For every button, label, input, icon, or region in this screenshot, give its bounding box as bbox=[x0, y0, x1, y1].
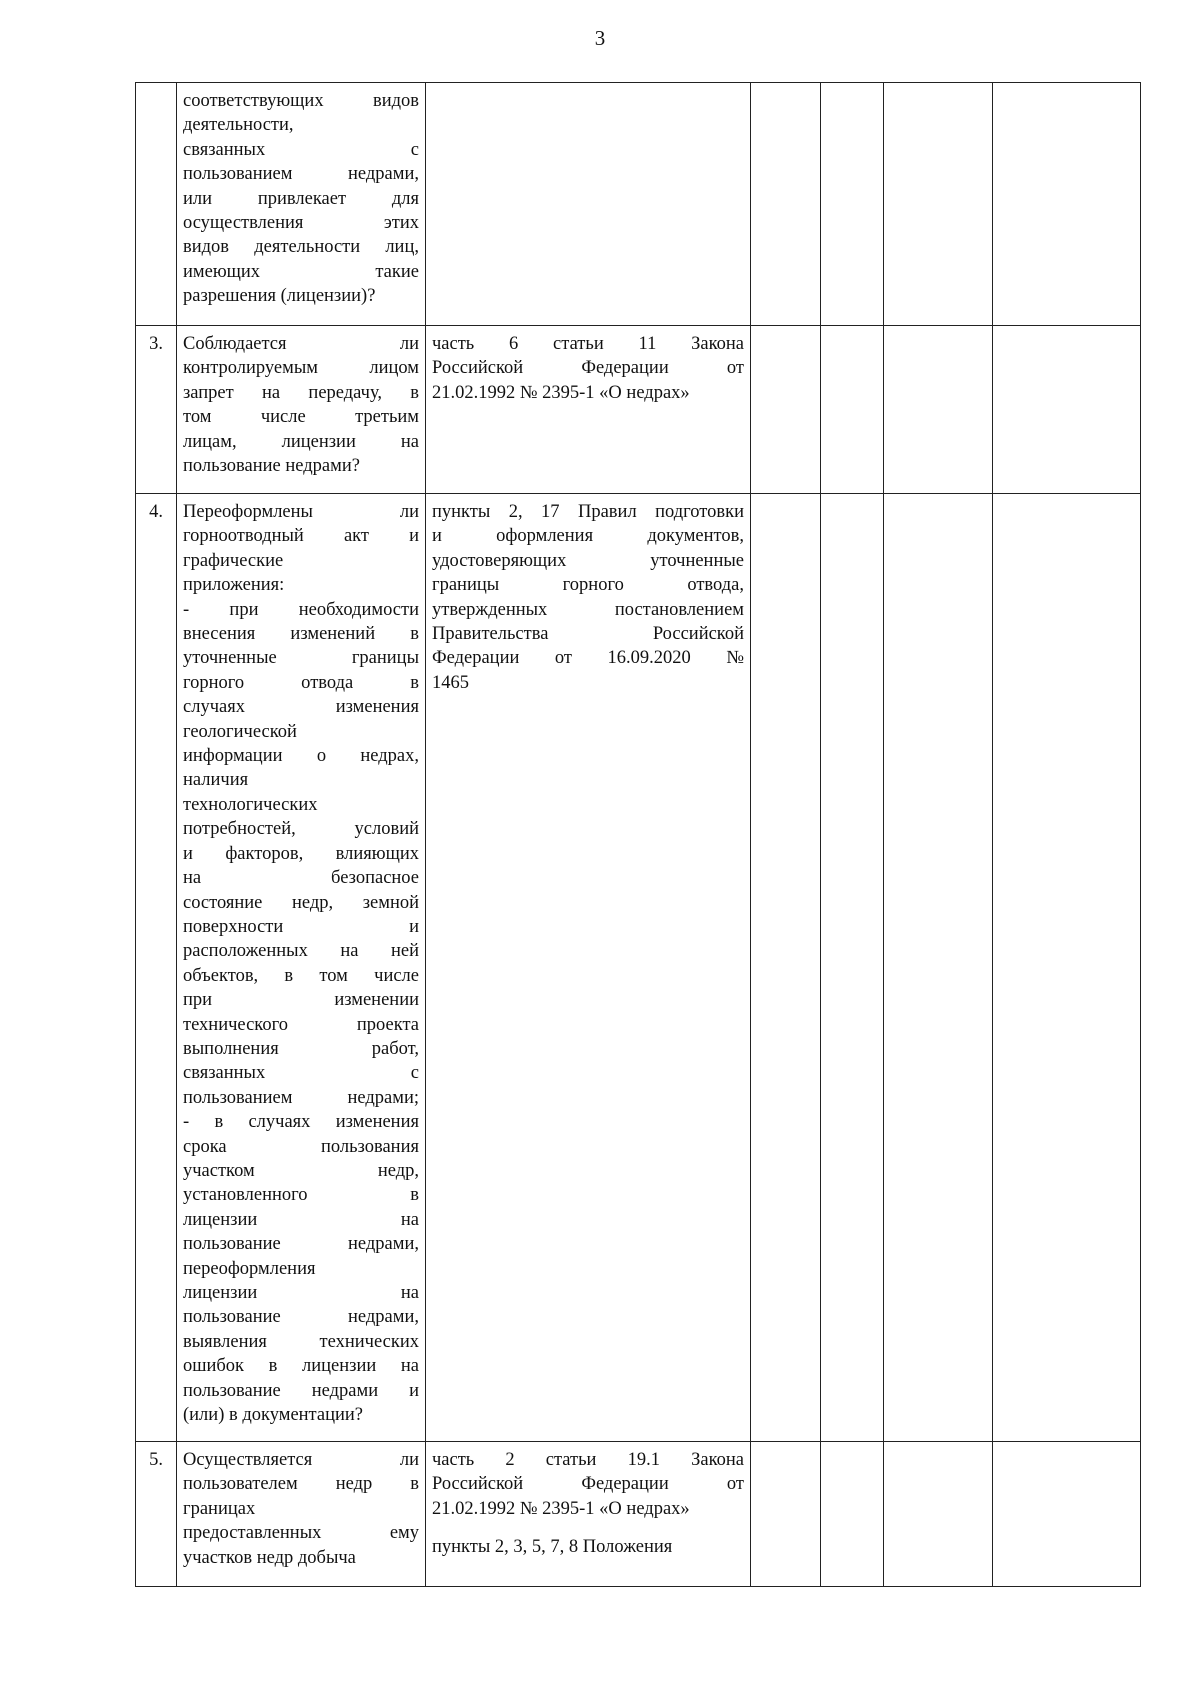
question-line: Переоформлены ли bbox=[183, 502, 419, 522]
question-line: (или) в документации? bbox=[183, 1405, 363, 1426]
question-line: видов деятельности лиц, bbox=[183, 237, 419, 258]
question-line: участков недр добыча bbox=[183, 1547, 356, 1568]
question-line: и факторов, влияющих bbox=[183, 843, 419, 864]
reference-cell bbox=[426, 494, 751, 1442]
question-line: лицам, лицензии на bbox=[183, 431, 419, 452]
page-number: 3 bbox=[594, 26, 606, 50]
question-line: уточненные границы bbox=[183, 648, 419, 669]
answer-yes-cell bbox=[751, 326, 821, 494]
table-row bbox=[136, 494, 1141, 1442]
question-line: соответствующих видов bbox=[183, 91, 419, 111]
row-number bbox=[136, 83, 177, 326]
question-text bbox=[183, 332, 419, 478]
question-line: внесения изменений в bbox=[183, 624, 419, 645]
question-line: имеющих такие bbox=[183, 261, 419, 282]
question-line: пользователем недр в bbox=[183, 1474, 419, 1495]
question-line: состояние недр, земной bbox=[183, 892, 419, 913]
answer-no-cell bbox=[821, 494, 884, 1442]
answer-no-cell bbox=[821, 83, 884, 326]
question-cell bbox=[177, 494, 426, 1442]
question-line: технического проекта bbox=[183, 1014, 419, 1035]
row-number: 4. bbox=[136, 494, 177, 1442]
question-line: запрет на передачу, в bbox=[183, 382, 419, 403]
reference-line: Российской Федерации от bbox=[432, 1474, 744, 1495]
reference-cell bbox=[426, 1442, 751, 1587]
question-line: связанных с bbox=[183, 139, 419, 160]
checklist-table bbox=[135, 82, 1141, 1587]
question-line: горноотводный акт и bbox=[183, 526, 419, 547]
question-line: установленного в bbox=[183, 1185, 419, 1206]
question-line: осуществления этих bbox=[183, 213, 419, 234]
reference-line: часть 2 статьи 19.1 Закона bbox=[432, 1450, 744, 1470]
question-line: лицензии на bbox=[183, 1283, 419, 1303]
question-line: информации о недрах, bbox=[183, 746, 419, 767]
reference-line: пункты 2, 17 Правил подготовки bbox=[432, 502, 744, 522]
reference-line: удостоверяющих уточненные bbox=[432, 550, 744, 571]
question-line: переоформления bbox=[183, 1258, 316, 1279]
reference-text bbox=[432, 1448, 744, 1521]
question-line: предоставленных ему bbox=[183, 1523, 419, 1544]
reference-line: пункты 2, 3, 5, 7, 8 Положения bbox=[432, 1537, 673, 1558]
reference-text-continued bbox=[432, 1535, 744, 1559]
reference-cell bbox=[426, 83, 751, 326]
question-line: Осуществляется ли bbox=[183, 1450, 419, 1470]
question-line: потребностей, условий bbox=[183, 819, 419, 840]
question-line: технологических bbox=[183, 794, 318, 815]
question-text bbox=[183, 500, 419, 1427]
question-line: участком недр, bbox=[183, 1160, 419, 1181]
question-line: пользование недрами, bbox=[183, 1307, 419, 1328]
reference-line: Правительства Российской bbox=[432, 624, 744, 645]
question-line: пользованием недрами; bbox=[183, 1087, 419, 1108]
note-cell bbox=[993, 326, 1141, 494]
question-cell bbox=[177, 83, 426, 326]
answer-yes-cell bbox=[751, 494, 821, 1442]
answer-na-cell bbox=[884, 1442, 993, 1587]
answer-na-cell bbox=[884, 83, 993, 326]
question-line: горного отвода в bbox=[183, 672, 419, 693]
reference-line: 1465 bbox=[432, 672, 469, 693]
note-cell bbox=[993, 83, 1141, 326]
question-cell bbox=[177, 326, 426, 494]
question-line: границах bbox=[183, 1498, 256, 1519]
reference-line: часть 6 статьи 11 Закона bbox=[432, 334, 744, 354]
question-line: на безопасное bbox=[183, 868, 419, 889]
question-line: лицензии на bbox=[183, 1209, 419, 1230]
question-text bbox=[183, 89, 419, 309]
question-line: контролируемым лицом bbox=[183, 358, 419, 379]
question-line: выявления технических bbox=[183, 1331, 419, 1352]
question-line: ошибок в лицензии на bbox=[183, 1356, 419, 1377]
answer-na-cell bbox=[884, 494, 993, 1442]
question-line: пользование недрами? bbox=[183, 456, 360, 477]
question-line: при изменении bbox=[183, 990, 419, 1011]
question-line: пользование недрами и bbox=[183, 1380, 419, 1401]
question-line: пользование недрами, bbox=[183, 1234, 419, 1255]
question-line: деятельности, bbox=[183, 115, 294, 136]
reference-cell bbox=[426, 326, 751, 494]
reference-line: 21.02.1992 № 2395-1 «О недрах» bbox=[432, 1498, 690, 1519]
answer-no-cell bbox=[821, 1442, 884, 1587]
question-line: или привлекает для bbox=[183, 188, 419, 209]
question-line: геологической bbox=[183, 721, 297, 742]
reference-line: и оформления документов, bbox=[432, 526, 744, 547]
table-row bbox=[136, 83, 1141, 326]
reference-text bbox=[432, 332, 744, 405]
question-line: наличия bbox=[183, 770, 249, 791]
question-line: выполнения работ, bbox=[183, 1038, 419, 1059]
answer-yes-cell bbox=[751, 83, 821, 326]
question-cell bbox=[177, 1442, 426, 1587]
reference-line: 21.02.1992 № 2395-1 «О недрах» bbox=[432, 382, 690, 403]
question-line: - при необходимости bbox=[183, 599, 419, 620]
question-line: Соблюдается ли bbox=[183, 334, 419, 354]
answer-na-cell bbox=[884, 326, 993, 494]
row-number: 3. bbox=[136, 326, 177, 494]
question-line: поверхности и bbox=[183, 916, 419, 937]
table-row bbox=[136, 1442, 1141, 1587]
question-line: срока пользования bbox=[183, 1136, 419, 1157]
reference-line: границы горного отвода, bbox=[432, 575, 744, 596]
row-number: 5. bbox=[136, 1442, 177, 1587]
question-line: связанных с bbox=[183, 1063, 419, 1084]
table-row bbox=[136, 326, 1141, 494]
reference-line: Российской Федерации от bbox=[432, 358, 744, 379]
reference-text bbox=[432, 500, 744, 695]
answer-no-cell bbox=[821, 326, 884, 494]
question-line: графические bbox=[183, 550, 284, 571]
question-line: расположенных на ней bbox=[183, 941, 419, 962]
note-cell bbox=[993, 494, 1141, 1442]
question-line: разрешения (лицензии)? bbox=[183, 286, 376, 307]
question-line: пользованием недрами, bbox=[183, 164, 419, 185]
question-text bbox=[183, 1448, 419, 1570]
note-cell bbox=[993, 1442, 1141, 1587]
reference-line: Федерации от 16.09.2020 № bbox=[432, 648, 744, 669]
answer-yes-cell bbox=[751, 1442, 821, 1587]
question-line: случаях изменения bbox=[183, 697, 419, 718]
reference-line: утвержденных постановлением bbox=[432, 599, 744, 620]
question-line: объектов, в том числе bbox=[183, 965, 419, 986]
question-line: приложения: bbox=[183, 575, 285, 596]
question-line: - в случаях изменения bbox=[183, 1112, 419, 1133]
question-line: том числе третьим bbox=[183, 407, 419, 428]
